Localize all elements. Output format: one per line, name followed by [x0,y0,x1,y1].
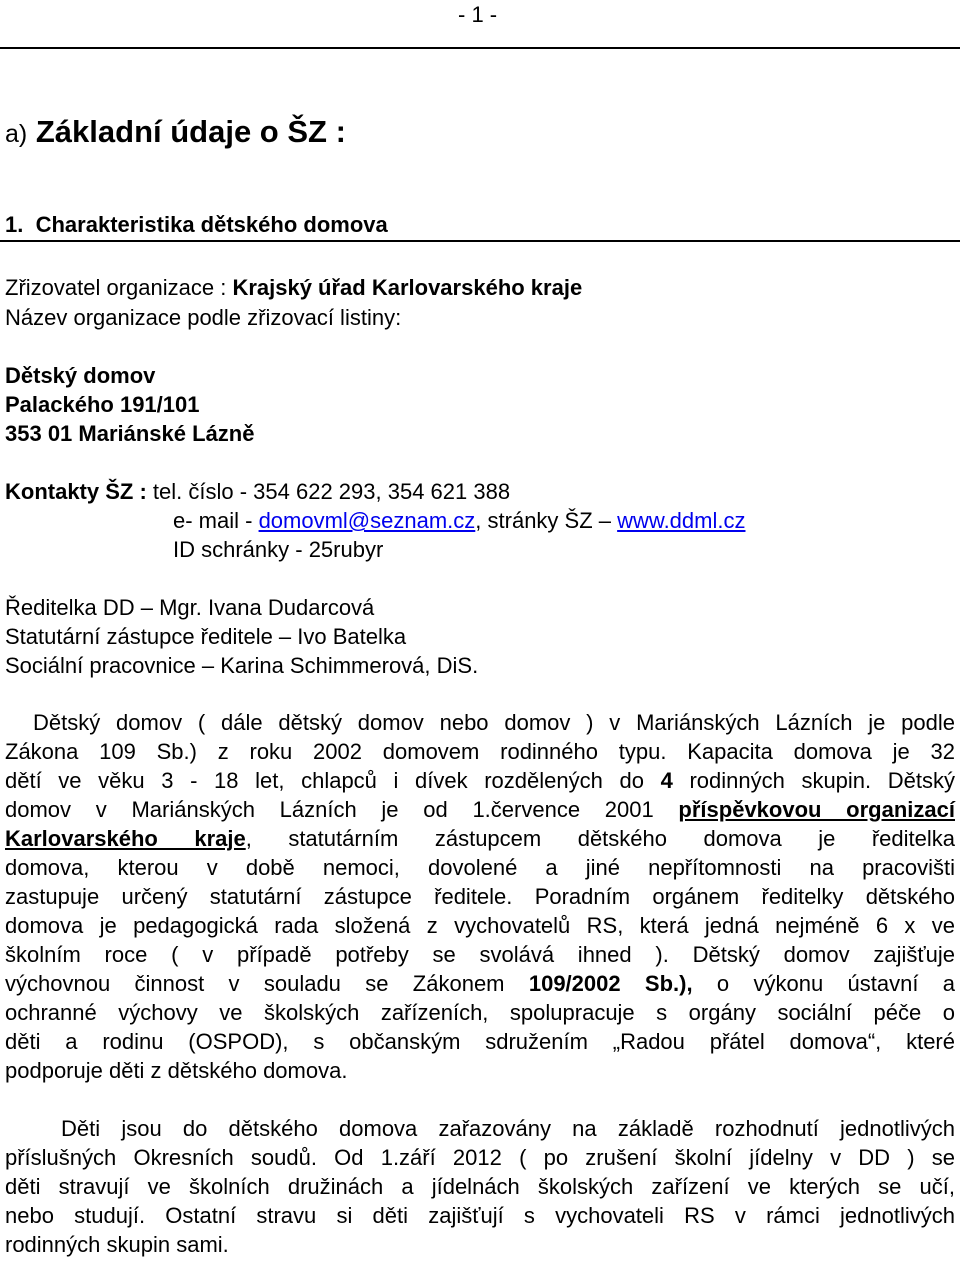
para1-line10-a: výchovnou činnost v souladu se Zákonem [5,971,529,996]
org-type-emphasis: příspěvkovou organizací [678,797,955,822]
subsection-title: Charakteristika dětského domova [35,212,388,237]
para1-line10-c: o výkonu ústavní a [692,971,955,996]
para1-line8: domova je pedagogická rada složená z vychovatelů RS, která jedná nejméně 6 x ve [5,913,955,938]
para1-line9: školním roce ( v případě potřeby se svolává ihned ). Dětský domov zajišťuje [5,942,955,967]
contacts-email-line [173,508,745,534]
website-link[interactable]: www.ddml.cz [617,508,746,533]
para1-line5 [5,824,955,854]
para1-line6: domova, kterou v době nemoci, dovolené a jiné nepřítomnosti na pracovišti [5,855,955,880]
email-label: e- mail - [173,508,259,533]
para1-line2: Zákona 109 Sb.) z roku 2002 domovem rodinného typu. Kapacita domova je 32 [5,739,955,764]
staff-social-worker: Sociální pracovnice – Karina Schimmerová, DiS. [5,653,479,678]
phone-numbers: tel. číslo - 354 622 293, 354 621 388 [152,479,511,504]
subsection-heading [5,212,388,238]
subsection-number: 1. [5,212,24,237]
para1-line12: děti a rodinu (OSPOD), s občanským sdružením „Radou přátel domova“, které [5,1029,955,1054]
databox-id: ID schránky - 25rubyr [173,537,384,562]
para1-line4-a: domov v Mariánských Lázních je od 1.července 2001 [5,797,679,822]
section-title: Základní údaje o ŠZ : [35,114,346,149]
subsection-rule [0,240,960,242]
address-street: Palackého 191/101 [5,392,200,417]
contacts-label: Kontakty ŠZ : [5,479,153,504]
contacts-phone-line [5,479,510,505]
para2-line2: příslušných Okresních soudů. Od 1.září 2012 ( po zrušení školní jídelny v DD ) se [5,1145,955,1170]
para2-line3: děti stravují ve školních družinách a jídelnách školských zařízení ve kterých se učí, [5,1174,955,1199]
address-name: Dětský domov [5,363,156,388]
group-count: 4 [660,768,673,793]
para2-line1: Děti jsou do dětského domova zařazovány na základě rozhodnutí jednotlivých [61,1116,955,1141]
region-emphasis: Karlovarského kraje [5,826,246,851]
para1-line5-b: , statutárním zástupcem dětského domova je ředitelka [245,826,955,851]
founder-value: Krajský úřad Karlovarského kraje [232,275,583,300]
para1-line1: Dětský domov ( dále dětský domov nebo domov ) v Mariánských Lázních je podle [33,710,955,735]
para1-line13: podporuje děti z dětského domova. [5,1058,348,1083]
law-emphasis: 109/2002 Sb.), [528,971,693,996]
staff-deputy: Statutární zástupce ředitele – Ivo Batelka [5,624,407,649]
para1-line3-a: dětí ve věku 3 - 18 let, chlapců i dívek rozdělených do [5,768,661,793]
para1-line7: zastupuje určený statutární zástupce ředitele. Poradním orgánem ředitelky dětského [5,884,955,909]
address-city: 353 01 Mariánské Lázně [5,421,255,446]
top-rule [0,47,960,49]
para1-line4 [5,795,955,825]
staff-director: Ředitelka DD – Mgr. Ivana Dudarcová [5,595,375,620]
page-number: - 1 - [458,2,498,27]
para1-line11: ochranné výchovy ve školských zařízeních, spolupracuje s orgány sociální péče o [5,1000,955,1025]
email-link[interactable]: domovml@seznam.cz [258,508,476,533]
para1-line3-c: rodinných skupin. Dětský [672,768,956,793]
org-name-label: Název organizace podle zřizovací listiny: [5,305,402,330]
web-label: , stránky ŠZ – [475,508,618,533]
section-prefix: a) [5,120,28,148]
para2-line4: nebo studují. Ostatní stravu si děti zajišťují s vychovateli RS v rámci jednotlivých [5,1203,955,1228]
para2-line5: rodinných skupin sami. [5,1232,229,1257]
founder-line [5,275,582,301]
founder-label: Zřizovatel organizace : [5,275,233,300]
section-heading [5,114,346,150]
para1-line3 [5,766,955,796]
para1-line10 [5,969,955,999]
